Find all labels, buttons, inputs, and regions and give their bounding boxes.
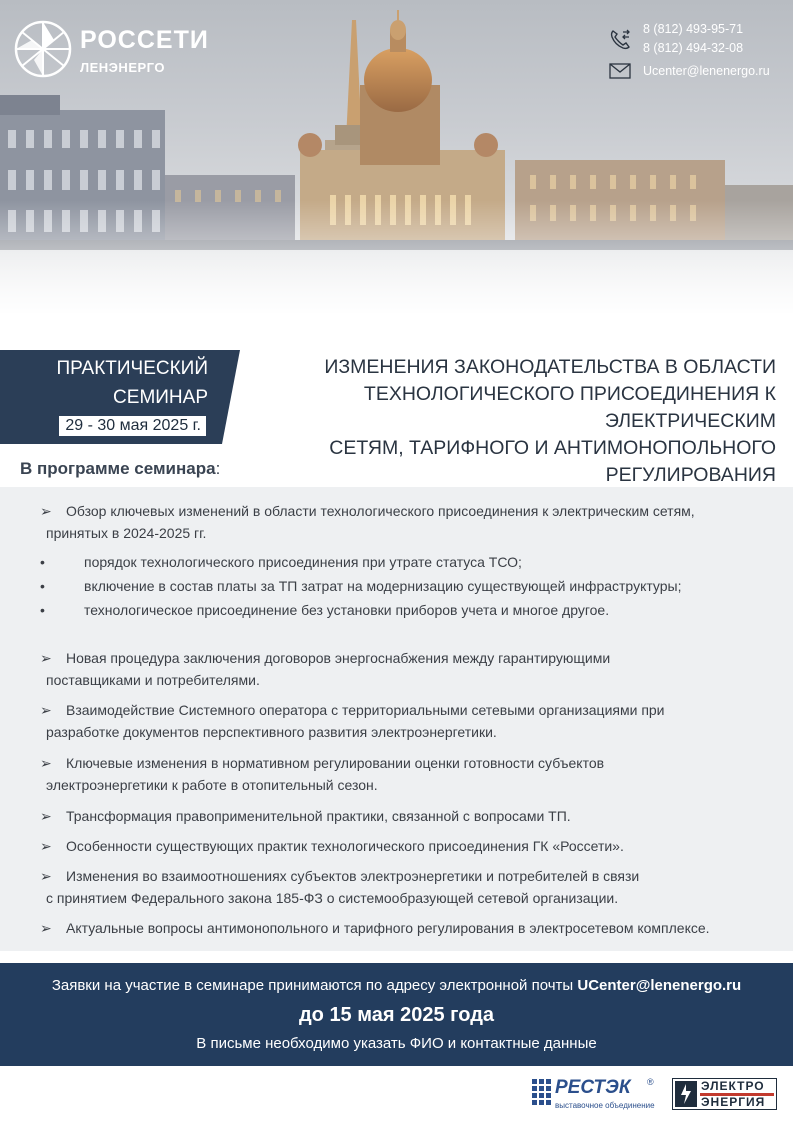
apply-text: Заявки на участие в семинаре принимаются по адресу электронной почты — [51, 977, 578, 994]
electro-top: ЭЛЕКТРО — [701, 1079, 765, 1093]
program-item: ➢ Ключевые изменения в нормативном регулировании оценки готовности субъектов электроэнергетики к работе в отопительный сезон. — [40, 752, 770, 796]
restec-registered-mark: ® — [647, 1077, 654, 1087]
arrow-icon: ➢ — [40, 755, 52, 771]
program-item: ➢ Новая процедура заключения договоров энергоснабжения между гарантирующими поставщиками и потребителями. — [40, 647, 770, 691]
bullet-icon: • — [40, 554, 45, 570]
program-item: ➢ Актуальные вопросы антимонопольного и тарифного регулирования в электросетевом комплексе. — [40, 917, 770, 939]
arrow-icon: ➢ — [40, 650, 52, 666]
brand-name: РОССЕТИ — [80, 26, 209, 54]
event-type-block — [0, 350, 240, 444]
rosseti-logo — [14, 20, 214, 80]
envelope-icon — [609, 63, 631, 79]
restec-name: РЕСТЭК — [555, 1077, 631, 1098]
phone-number-2: 8 (812) 494-32-08 — [643, 41, 744, 55]
contact-email[interactable]: Ucenter@lenenergo.ru — [643, 64, 770, 78]
brand-subname: ЛЕНЭНЕРГО — [80, 60, 165, 75]
bullet-icon: • — [40, 578, 45, 594]
phone-icon — [608, 28, 632, 52]
electroenergia-logo — [672, 1078, 777, 1110]
event-dates: 29 - 30 мая 2025 г. — [59, 416, 206, 436]
program-item: ➢ Взаимодействие Системного оператора с территориальными сетевыми организациями при разработке документов перспективного развития электроэнергетики. — [40, 699, 770, 743]
electroenergia-emblem-icon — [675, 1081, 697, 1107]
program-item: ➢ Изменения во взаимоотношениях субъектов электроэнергетики и потребителей в связи с принятием Федерального закона 185-ФЗ о системообразующей сетевой организации. — [40, 865, 770, 909]
registration-footer — [0, 963, 793, 1066]
apply-email[interactable]: UCenter@lenenergo.ru — [577, 977, 742, 994]
restec-subtitle: выставочное объединение — [555, 1101, 655, 1110]
hero-banner — [0, 0, 793, 313]
arrow-icon: ➢ — [40, 808, 52, 824]
arrow-icon: ➢ — [40, 920, 52, 936]
event-title — [216, 354, 776, 489]
program-item: ➢ Обзор ключевых изменений в области технологического присоединения к электрическим сетям, принятых в 2024-2025 гг. — [40, 500, 770, 544]
apply-line — [0, 977, 793, 994]
partner-logos — [530, 1077, 780, 1111]
event-title-line1: ИЗМЕНЕНИЯ ЗАКОНОДАТЕЛЬСТВА В ОБЛАСТИ — [324, 356, 776, 378]
program-heading — [20, 459, 220, 479]
phone-number-1: 8 (812) 493-95-71 — [643, 22, 744, 36]
electro-bottom: ЭНЕРГИЯ — [701, 1095, 766, 1109]
event-type-line2: СЕМИНАР — [113, 387, 208, 408]
bullet-icon: • — [40, 602, 45, 618]
arrow-icon: ➢ — [40, 503, 52, 519]
arrow-icon: ➢ — [40, 702, 52, 718]
arrow-icon: ➢ — [40, 838, 52, 854]
program-heading-text: В программе семинара — [20, 459, 216, 478]
program-item: ➢ Трансформация правоприменительной практики, связанной с вопросами ТП. — [40, 805, 770, 827]
restec-grid-icon — [532, 1079, 552, 1109]
application-note: В письме необходимо указать ФИО и контактные данные — [196, 1035, 597, 1052]
event-title-line3: СЕТЯМ, ТАРИФНОГО И АНТИМОНОПОЛЬНОГО РЕГУЛИРОВАНИЯ — [329, 437, 776, 486]
contact-block — [608, 22, 788, 82]
program-item: ➢ Особенности существующих практик технологического присоединения ГК «Россети». — [40, 835, 770, 857]
program-heading-colon: : — [215, 459, 221, 478]
rosseti-globe-icon — [14, 20, 72, 78]
event-type-line1: ПРАКТИЧЕСКИЙ — [56, 358, 208, 379]
event-title-line2: ТЕХНОЛОГИЧЕСКОГО ПРИСОЕДИНЕНИЯ К ЭЛЕКТРИЧЕСКИМ — [363, 383, 776, 432]
deadline: до 15 мая 2025 года — [298, 1004, 495, 1026]
restec-logo — [530, 1077, 662, 1111]
arrow-icon: ➢ — [40, 868, 52, 884]
program-list: ➢ Обзор ключевых изменений в области технологического присоединения к электрическим сетям, принятых в 2024-2025 гг. • порядок технологического присоединения при утрате статуса ТСО; • включение в состав платы за ТП затрат на модернизацию существующей инфраструктуры; • технологическое присоединение без установки приборов учета и многое другое. ➢ Новая процедура заключения договоров энергоснабжения между гарантирующими поставщиками и потребителями. ➢ Взаимодействие Системного оператора с территориальными сетевыми организациями при разработке документов перспективного развития электроэнергетики. ➢ Ключевые изменения в нормативном регулировании оценки готовности субъектов электроэнергетики к работе в отопительный сезон. ➢ Трансформация правоприменительной практики, связанной с вопросами ТП. ➢ Особенности существующих практик технологического присоединения ГК «Россети». ➢ Изменения во взаимоотношениях субъектов электроэнергетики и потребителей в связи с принятием Федерального закона 185-ФЗ о системообразующей сетевой организации. ➢ Актуальные вопросы антимонопольного и тарифного регулирования в электросетевом комплексе. — [0, 487, 793, 951]
